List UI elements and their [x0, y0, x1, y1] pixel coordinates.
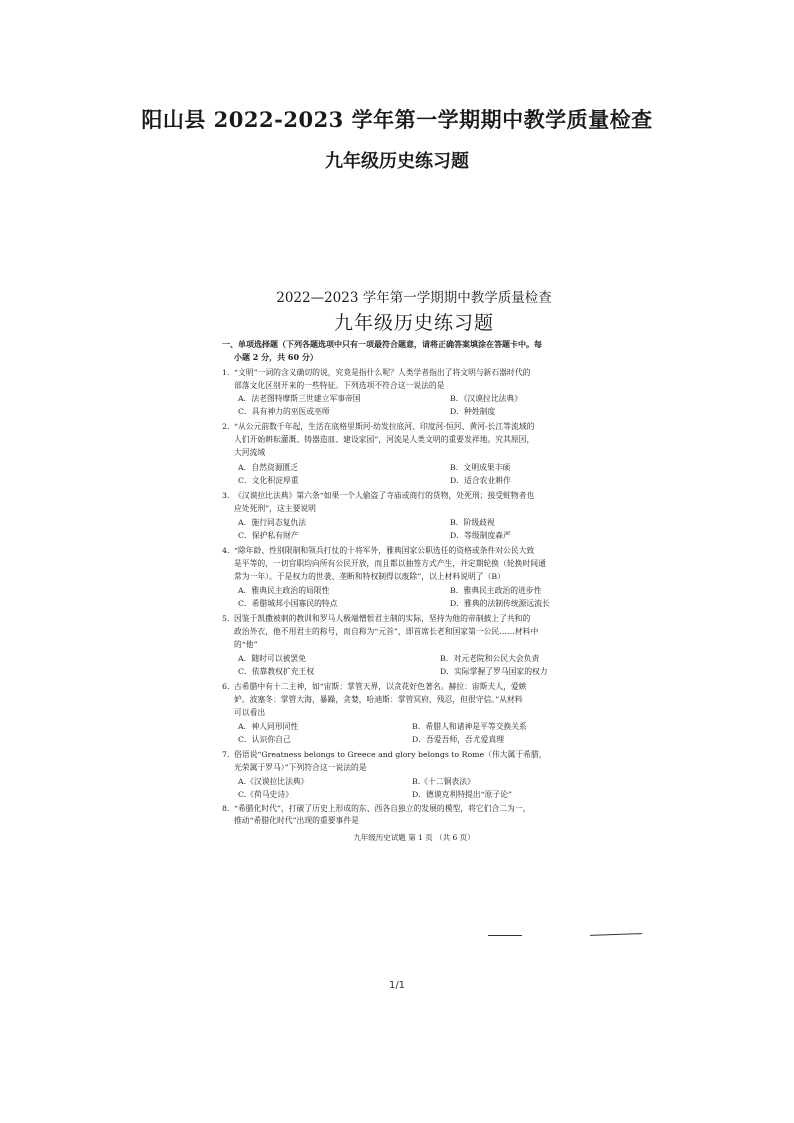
q4-number: 4. — [222, 546, 230, 555]
q4-option-a: A．雅典民主政治的局限性 — [238, 586, 330, 595]
q8-stem-line2: 推动“希腊化时代”出现的重要事件是 — [234, 816, 359, 825]
scan-subtitle: 2022—2023 学年第一学期期中教学质量检查 — [276, 290, 552, 306]
q7-option-b: B.《十二铜表法》 — [412, 777, 475, 786]
q4-option-d: D．雅典的法制传统源远流长 — [450, 599, 550, 608]
q5-stem-line3: 的“他” — [234, 640, 258, 649]
q5-option-d: D．实际掌握了罗马国家的权力 — [440, 667, 548, 676]
q1-option-a: A．法老图特摩斯三世建立军事帝国 — [238, 394, 361, 403]
header-title-line2: 九年级历史练习题 — [325, 151, 469, 172]
q7-stem-line1: 俗语说“Greatness belongs to Greece and glory belongs to Rome（伟大属于希腊， — [234, 750, 547, 759]
q5-stem-line2: 政治外衣，他不用君主的称号，而自称为“元首”，即首席长老和国家第一公民……材料中 — [234, 627, 539, 636]
q7-stem-line2: 光荣属于罗马）”下列符合这一说法的是 — [234, 763, 367, 772]
q2-option-d: D．适合农业耕作 — [450, 476, 511, 485]
header-title-line1: 阳山县 2022-2023 学年第一学期期中教学质量检查 — [141, 107, 653, 132]
q5-option-b: B．对元老院和公民大会负责 — [440, 654, 540, 663]
q5-number: 5. — [222, 614, 230, 623]
q6-stem-line3: 可以看出 — [234, 708, 266, 717]
q8-number: 8. — [222, 804, 230, 813]
q5-stem-line1: 因鉴于凯撒被刺的教训和罗马人极端憎恨君主制的实际，坚持为他的帝制披上了共和的 — [234, 614, 531, 623]
q2-stem-line2: 人们开始耕耘灌溉、铸器造皿、建设家园”，河流是人类文明的重要发祥地。究其原因， — [234, 435, 535, 444]
q4-stem-line2: 是平等的，一切官职均向所有公民开放，而且都以抽签方式产生，并定期轮换（轮换时间通 — [234, 559, 546, 568]
q3-number: 3. — [222, 491, 230, 500]
q4-option-c: C．希腊城邦小国寡民的特点 — [238, 599, 338, 608]
q7-option-c: C.《荷马史诗》 — [238, 790, 293, 799]
q1-option-b: B．《汉谟拉比法典》 — [450, 394, 523, 403]
q1-option-d: D．种姓制度 — [450, 407, 496, 416]
q6-stem-line1: 古希腊中有十二主神，如“宙斯：掌管天界，以贪花好色著名。赫拉：宙斯夫人，爱嫉 — [234, 682, 527, 691]
q4-stem-line1: “除年龄、性别限制和领兵打仗的十将军外，雅典国家公职选任的资格或条件对公民大致 — [234, 546, 535, 555]
section-heading-line2: 小题 2 分，共 60 分） — [234, 352, 318, 362]
q7-option-d: D．德谟克利特提出“原子论” — [412, 790, 512, 799]
q3-stem-line1: 《汉谟拉比法典》第六条“如果一个人偷盗了寺庙或商行的货物，处死刑；接受赃物者也 — [234, 491, 535, 500]
q1-option-c: C．具有神力的巫医或巫师 — [238, 407, 330, 416]
q4-option-b: B．雅典民主政治的进步性 — [450, 586, 542, 595]
q3-option-d: D．等级制度森严 — [450, 531, 511, 540]
q2-option-b: B．文明成果丰硕 — [450, 463, 511, 472]
q2-option-a: A．自然资源匮乏 — [238, 463, 299, 472]
q7-number: 7. — [222, 750, 230, 759]
q6-option-a: A．神人同形同性 — [238, 722, 299, 731]
q2-option-c: C．文化积淀厚重 — [238, 476, 299, 485]
q3-stem-line2: 应处死刑”，这主要说明 — [234, 504, 316, 513]
q1-number: 1. — [222, 368, 230, 377]
q6-option-d: D．吾爱吾师，吾尤爱真理 — [412, 735, 505, 744]
scanned-exam-page — [218, 282, 610, 842]
section-heading-line1: 一、单项选择题（下列各题选项中只有一项最符合题意，请将正确答案填涂在答题卡中。每 — [222, 339, 542, 349]
q8-stem-line1: “希腊化时代”，打破了历史上形成的东、西各自独立的发展的模型，将它们合二为一， — [234, 804, 531, 813]
q3-option-a: A．施行同态复仇法 — [238, 518, 307, 527]
q3-option-b: B．阶级歧视 — [450, 518, 495, 527]
q2-number: 2. — [222, 422, 230, 431]
q2-stem-line1: “从公元前数千年起，生活在底格里斯河-幼发拉底河、印度河-恒河、黄河-长江等流域的 — [234, 422, 535, 431]
q1-stem-line1: “文明”一词的含义确切的说，究竟是指什么呢？人类学者指出了将文明与新石器时代的 — [234, 368, 531, 377]
q5-option-c: C．依靠教权扩充王权 — [238, 667, 315, 676]
scan-artifact-mark-left — [488, 935, 522, 936]
q6-option-b: B．希腊人和诸神是平等交换关系 — [412, 722, 527, 731]
q4-stem-line3: 常为一年）。于是权力的世袭、垄断和特权制得以废除”，以上材料说明了（B） — [234, 572, 505, 581]
q1-stem-line2: 部落文化区别开来的一些特征。下列选项不符合这一说法的是 — [234, 381, 445, 390]
q6-stem-line2: 妒。波塞冬：掌管大海，暴躁，贪婪，哈迪斯：掌管冥府，残忍，但很守信。”从材料 — [234, 695, 523, 704]
scan-footer: 九年级历史试题 第 1 页 （共 6 页） — [353, 833, 475, 842]
q6-option-c: C．认识你自己 — [238, 735, 291, 744]
q2-stem-line3: 大河流域 — [234, 448, 266, 457]
scan-artifact-mark-right — [590, 933, 642, 936]
q5-option-a: A．随时可以被罢免 — [238, 654, 307, 663]
q7-option-a: A.《汉谟拉比法典》 — [238, 777, 309, 786]
q6-number: 6. — [222, 682, 230, 691]
q3-option-c: C．保护私有财产 — [238, 531, 299, 540]
page-number: 1/1 — [388, 980, 406, 991]
scan-big-title: 九年级历史练习题 — [333, 312, 494, 334]
